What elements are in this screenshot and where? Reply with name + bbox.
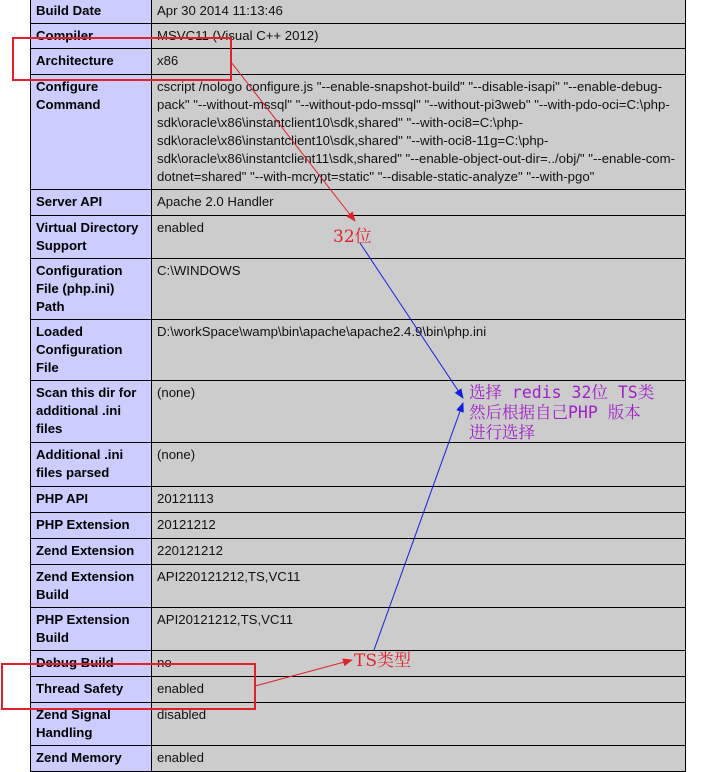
row-value: no (152, 651, 686, 677)
row-key: PHP Extension (31, 513, 152, 539)
bits-annotation: 32位 (333, 227, 372, 247)
architecture-highlight-box (13, 38, 231, 80)
row-key: Debug Build (31, 651, 152, 677)
row-value: enabled (152, 746, 686, 772)
row-key: PHP API (31, 487, 152, 513)
row-key: Zend Memory (31, 746, 152, 772)
row-value: C:\WINDOWS (152, 259, 686, 320)
row-key: Zend Signal Handling (31, 703, 152, 746)
arrow-to-ts-note (255, 660, 352, 686)
row-value: 20121212 (152, 513, 686, 539)
row-value: Apache 2.0 Handler (152, 190, 686, 216)
row-key: Configuration File (php.ini) Path (31, 259, 152, 320)
row-value: enabled (152, 677, 686, 703)
row-value: MSVC11 (Visual C++ 2012) (152, 24, 686, 49)
row-value: 220121212 (152, 539, 686, 565)
row-value: API220121212,TS,VC11 (152, 565, 686, 608)
row-key: Thread Safety (31, 677, 152, 703)
select-annotation (469, 383, 654, 443)
row-key: Additional .ini files parsed (31, 443, 152, 487)
ts-annotation: TS类型 (354, 651, 411, 671)
row-key: Zend Extension Build (31, 565, 152, 608)
row-key: Build Date (31, 0, 152, 24)
row-value: D:\workSpace\wamp\bin\apache\apache2.4.9\bin\php.ini (152, 320, 686, 381)
row-key: PHP Extension Build (31, 608, 152, 651)
arrow-to-32bit-note (231, 62, 355, 221)
row-key: Zend Extension (31, 539, 152, 565)
row-value: x86 (152, 49, 686, 75)
row-value: cscript /nologo configure.js "--enable-snapshot-build" "--disable-isapi" "--enable-debug-pack" "--without-mssql" "--without-pdo-mssql" "--without-pi3web" "--with-pdo-oci=C:\php-sdk\oracle\x86\instantclient10\sdk,shared" "--with-oci8=C:\php-sdk\oracle\x86\instantclient10\sdk,shared" "--with-oci8-11g=C:\php-sdk\oracle\x86\instantclient11\sdk,shared" "--enable-object-out-dir=../obj/" "--enable-com-dotnet=shared" "--with-mcrypt=static" "--disable-static-analyze" "--with-pgo" (152, 75, 686, 190)
row-key: Server API (31, 190, 152, 216)
thread-safety-highlight-box (2, 664, 255, 709)
select-annotation-line: 然后根据自己PHP 版本 (469, 403, 641, 422)
select-annotation-line: 选择 redis 32位 TS类 (469, 383, 655, 402)
row-value: (none) (152, 443, 686, 487)
row-value: Apr 30 2014 11:13:46 (152, 0, 686, 24)
row-value: enabled (152, 216, 686, 259)
arrow-32bit-to-select-note (360, 243, 463, 398)
select-annotation-line: 进行选择 (469, 423, 535, 442)
row-value: disabled (152, 703, 686, 746)
row-key: Compiler (31, 24, 152, 49)
row-value: API20121212,TS,VC11 (152, 608, 686, 651)
row-key: Scan this dir for additional .ini files (31, 381, 152, 443)
row-key: Loaded Configuration File (31, 320, 152, 381)
row-key: Architecture (31, 49, 152, 75)
row-key: Virtual Directory Support (31, 216, 152, 259)
row-value: (none) (152, 381, 686, 443)
row-value: 20121113 (152, 487, 686, 513)
row-key: Configure Command (31, 75, 152, 190)
arrow-ts-to-select-note (374, 403, 463, 650)
